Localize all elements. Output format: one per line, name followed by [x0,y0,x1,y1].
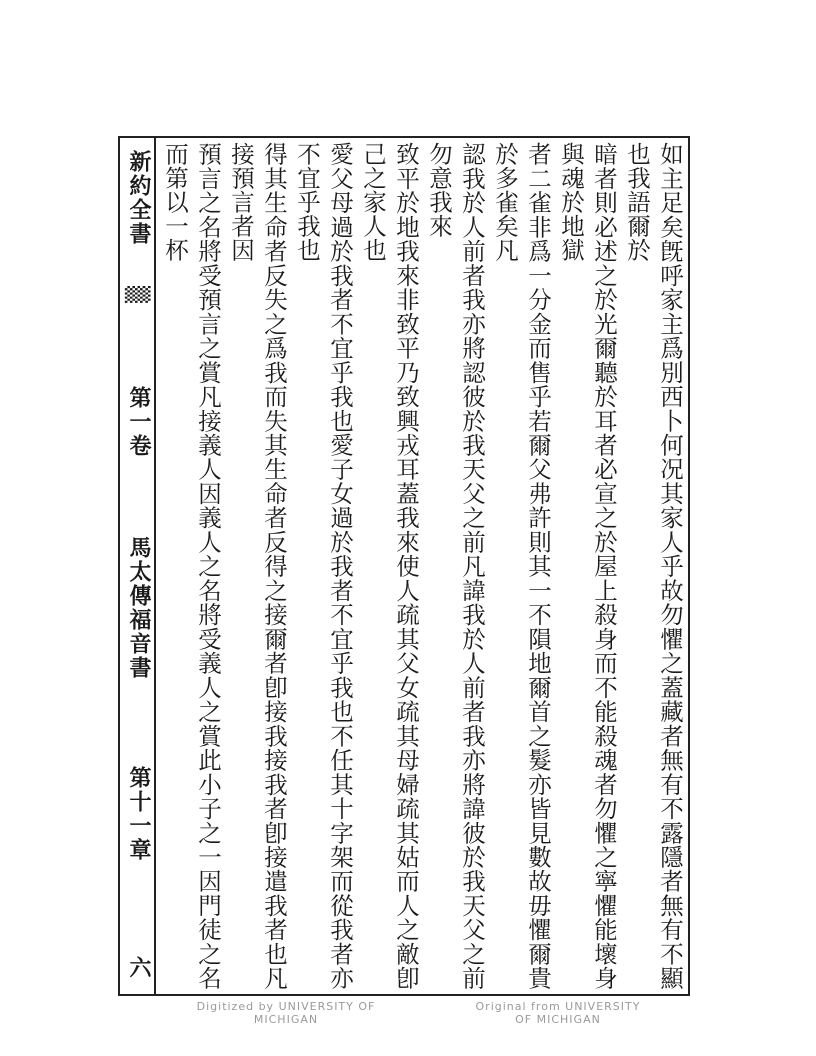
watermark-original: Original from UNIVERSITY OF MICHIGAN [475,1000,641,1026]
text-column: 愛父母過於我者不宜乎我也愛子女過於我者不宜乎我也不任其十字架而從我者亦不宜乎我也 [293,142,354,990]
text-column: 如主足矣旣呼家主爲別西卜何况其家人乎故勿懼之蓋藏者無有不露隱者無有不顯也我語爾於 [623,142,684,990]
watermark-digitized: Digitized by UNIVERSITY OF MICHIGAN [196,1000,376,1026]
volume-label: 第一卷 [126,386,152,458]
page-number: 六 [126,956,152,980]
ornament: ▒ [124,286,150,305]
text-column: 預言之名將受預言之賞凡接義人因義人之名將受義人之賞此小子之一因門徒之名而第以一杯 [161,142,222,990]
running-header [118,136,156,996]
text-column: 致平於地我來非致平乃致興戎耳蓋我來使人疏其父女疏其母婦疏其姑而人之敵卽己之家人也 [359,142,420,990]
gospel-title: 馬太傳福音書 [126,536,152,680]
text-column: 者二雀非爲一分金而售乎若爾父弗許則其一不隕地爾首之髮亦皆見數故毋懼爾貴於多雀矣凡 [491,142,552,990]
text-column: 得其生命者反失之爲我而失其生命者反得之接爾者卽接我接我者卽接遣我者也凡接預言者因 [227,142,288,990]
body-text [160,142,686,990]
text-column: 暗者則必述之於光爾聽於耳者必宣之於屋上殺身而不能殺魂者勿懼之寧懼能壞身與魂於地獄 [557,142,618,990]
book-title: 新約全書 [126,150,152,246]
chapter-label: 第十一章 [126,766,152,862]
text-column: 認我於人前者我亦將認彼於我天父之前凡諱我於人前者我亦將諱彼於我天父之前勿意我來 [425,142,486,990]
